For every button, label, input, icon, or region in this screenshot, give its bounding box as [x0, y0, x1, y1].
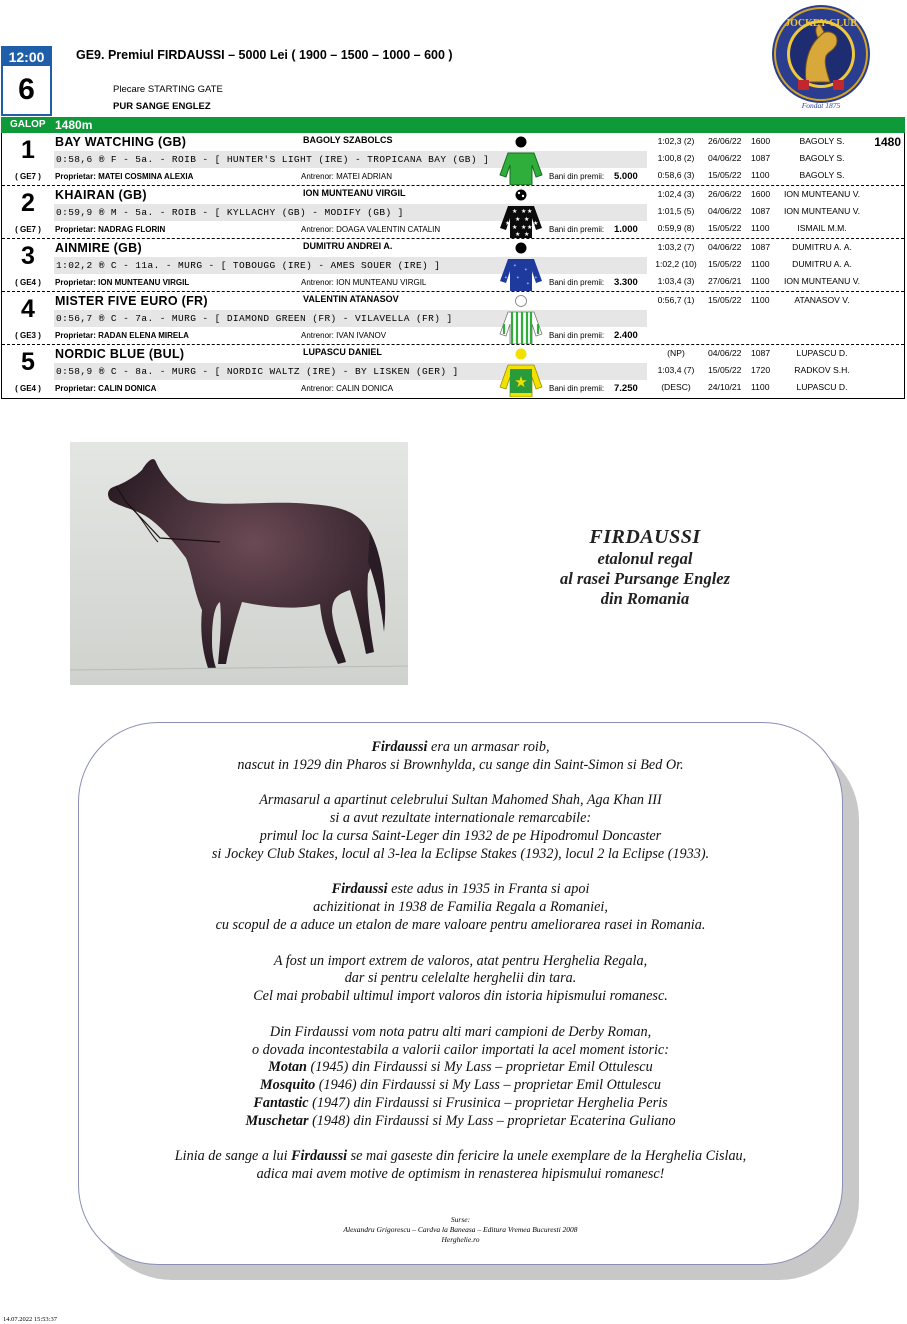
jockey-name: VALENTIN ATANASOV: [303, 294, 399, 304]
svg-text:✦: ✦: [504, 276, 508, 281]
horse-info: 1:02,2 ® C - 11a. - MURG - [ TOBOUGG (IRE) - AMES SOUER (IRE) ]: [54, 257, 647, 274]
horse-name: BAY WATCHING (GB): [55, 135, 187, 149]
performance-row: 0:58,6 (3) 15/05/22 1100 BAGOLY S.: [657, 170, 845, 180]
svg-text:★: ★: [524, 216, 530, 223]
race-time-box: [1, 46, 52, 116]
sources: [78, 1215, 843, 1245]
prize-label: Bani din premii:: [549, 384, 605, 393]
performance-row: 0:56,7 (1) 15/05/22 1100 ATANASOV V.: [657, 295, 850, 305]
runner-category: ( GE4 ): [15, 278, 41, 287]
race-type: GALOP: [10, 119, 46, 130]
prize-value: 5.000: [614, 171, 638, 182]
svg-text:★: ★: [505, 220, 511, 227]
runners-table: [1, 133, 905, 399]
runner-category: ( GE4 ): [15, 384, 41, 393]
jockey-name: DUMITRU ANDREI A.: [303, 241, 393, 251]
prize-label: Bani din premii:: [549, 172, 605, 181]
svg-text:✦: ✦: [526, 282, 530, 287]
performance-row: 1:03,2 (7) 04/06/22 1087 DUMITRU A. A.: [657, 242, 852, 252]
svg-text:★: ★: [524, 231, 530, 238]
race-distance: 1480m: [55, 118, 93, 132]
print-timestamp: 14.07.2022 15:53:37: [3, 1316, 57, 1323]
jockey-silks-black-stars-icon: [496, 188, 546, 238]
runner-number: 4: [21, 295, 35, 323]
owner: Proprietar: MATEI COSMINA ALEXIA: [55, 172, 194, 181]
svg-text:✦: ✦: [516, 276, 520, 281]
jockey-name: ION MUNTEANU VIRGIL: [303, 188, 406, 198]
story-paragraph: Armasarul a apartinut celebrului Sultan Mahomed Shah, Aga Khan III si a avut rezultate internationale remarcabile: primul loc la cursa Saint-Leger din 1932 de pe Hipodromul Doncaster si Jockey Club Stakes, locul al 3-lea la Eclipse Stakes (1932), locul 2 la Eclipse (1933).: [211, 792, 710, 862]
svg-text:★: ★: [521, 208, 527, 215]
breed-label: PUR SANGE ENGLEZ: [113, 101, 211, 112]
prize-value: 1.000: [614, 224, 638, 235]
story-text: [78, 739, 843, 1202]
owner: Proprietar: ION MUNTEANU VIRGIL: [55, 278, 190, 287]
story-paragraph: A fost un import extrem de valoros, atat pentru Herghelia Regala, dar si pentru celelalte herghelii din tara. Cel mai probabil ultimul import valoros din istoria hipismului romanesc.: [253, 952, 668, 1005]
svg-text:★: ★: [514, 373, 528, 391]
trainer: Antrenor: MATEI ADRIAN: [301, 172, 392, 181]
race-number: 6: [18, 73, 35, 106]
distance-right: 1480: [874, 135, 901, 149]
prize-label: Bani din premii:: [549, 331, 605, 340]
trainer: Antrenor: IVAN IVANOV: [301, 331, 387, 340]
story-paragraph: Firdaussi era un armasar roib, nascut in 1929 din Pharos si Brownhylda, cu sange din Saint-Simon si Bed Or.: [237, 739, 684, 773]
jockey-name: LUPASCU DANIEL: [303, 347, 382, 357]
svg-text:★: ★: [515, 216, 521, 223]
trainer: Antrenor: ION MUNTEANU VIRGIL: [301, 278, 427, 287]
horse-info: 0:58,9 ® C - 8a. - MURG - [ NORDIC WALTZ (IRE) - BY LISKEN (GER) ]: [54, 363, 647, 380]
performance-row: 1:03,4 (7) 15/05/22 1720 RADKOV S.H.: [657, 365, 850, 375]
performance-row: 1:02,3 (2) 26/06/22 1600 BAGOLY S.: [657, 136, 845, 146]
prize-label: Bani din premii:: [549, 225, 605, 234]
prize-value: 2.400: [614, 330, 638, 341]
jockey-silks-yellow-green-star-icon: [496, 347, 546, 397]
jockey-silks-green-icon: [496, 135, 546, 185]
horse-name: MISTER FIVE EURO (FR): [55, 294, 208, 308]
runner-number: 2: [21, 189, 35, 217]
start-info: Plecare STARTING GATE: [113, 84, 223, 95]
performance-row: (NP) 04/06/22 1087 LUPASCU D.: [667, 348, 848, 358]
svg-text:✦: ✦: [513, 264, 517, 269]
svg-text:★: ★: [533, 220, 539, 227]
horse-name: NORDIC BLUE (BUL): [55, 347, 185, 361]
performance-row: (DESC) 24/10/21 1100 LUPASCU D.: [661, 382, 848, 392]
owner: Proprietar: CALIN DONICA: [55, 384, 157, 393]
story-paragraph: Linia de sange a lui Firdaussi se mai gaseste din fericire la unele exemplare de la Herghelia Cislau, adica mai avem motive de optimism in renasterea hipismului romanesc!: [174, 1148, 747, 1183]
horse-info: 0:59,9 ® M - 5a. - ROIB - [ KYLLACHY (GB) - MODIFY (GB) ]: [54, 204, 647, 221]
runner-row: [2, 186, 904, 239]
feature-title-line: din Romania: [600, 589, 690, 608]
performance-row: 1:03,4 (3) 27/06/21 1100 ION MUNTEANU V.: [657, 276, 861, 286]
svg-text:✦: ✦: [524, 268, 528, 273]
race-hour: 12:00: [3, 48, 50, 66]
svg-text:✦: ✦: [534, 276, 538, 281]
runner-category: ( GE7 ): [15, 225, 41, 234]
performance-row: 0:59,9 (8) 15/05/22 1100 ISMAIL M.M.: [657, 223, 847, 233]
runner-row: [2, 292, 904, 345]
story-paragraph: Din Firdaussi vom nota patru alti mari campioni de Derby Roman, o dovada incontestabila a valorii cailor importati la acel moment istoric: Motan (1945) din Firdaussi si My Lass – proprietar Emil Ottulescu Mosquito (1946) din Firdaussi si My Lass – proprietar Emil Ottulescu Fantastic (1947) din Firdaussi si Frusinica – proprietar Herghelia Peris Muschetar (1948) din Firdaussi si My Lass – proprietar Ecaterina Guliano: [245, 1023, 676, 1129]
jockey-club-logo: [768, 4, 874, 110]
race-type-bar: [1, 117, 905, 133]
horse-name: AINMIRE (GB): [55, 241, 142, 255]
performance-row: 1:02,4 (3) 26/06/22 1600 ION MUNTEANU V.: [657, 189, 861, 199]
performance-row: 1:00,8 (2) 04/06/22 1087 BAGOLY S.: [657, 153, 845, 163]
trainer: Antrenor: CALIN DONICA: [301, 384, 394, 393]
runner-category: ( GE7 ): [15, 172, 41, 181]
prize-value: 7.250: [614, 383, 638, 394]
horse-name: KHAIRAN (GB): [55, 188, 147, 202]
jockey-silks-green-white-stripes-icon: [496, 294, 546, 344]
svg-text:★: ★: [527, 208, 533, 215]
horse-photo: [70, 442, 408, 685]
jockey-name: BAGOLY SZABOLCS: [303, 135, 393, 145]
runner-row: [2, 239, 904, 292]
logo-founded: Fondat 1875: [801, 101, 841, 110]
runner-number: 5: [21, 348, 35, 376]
svg-text:★: ★: [515, 231, 521, 238]
prize-label: Bani din premii:: [549, 278, 605, 287]
prize-value: 3.300: [614, 277, 638, 288]
trainer: Antrenor: DOAGA VALENTIN CATALIN: [301, 225, 441, 234]
runner-category: ( GE3 ): [15, 331, 41, 340]
feature-title-name: FIRDAUSSI: [589, 526, 701, 548]
race-title: GE9. Premiul FIRDAUSSI – 5000 Lei ( 1900 – 1500 – 1000 – 600 ): [76, 48, 453, 62]
runner-number: 3: [21, 242, 35, 270]
runner-row: [2, 345, 904, 398]
svg-text:★: ★: [527, 224, 533, 231]
source-item: Herghelie.ro: [441, 1235, 480, 1244]
runner-row: [2, 133, 904, 186]
horse-info: 0:56,7 ® C - 7a. - MURG - [ DIAMOND GREEN (FR) - VILAVELLA (FR) ]: [54, 310, 647, 327]
horse-info: 0:58,6 ® F - 5a. - ROIB - [ HUNTER'S LIGHT (IRE) - TROPICANA BAY (GB) ]: [54, 151, 647, 168]
owner: Proprietar: RADAN ELENA MIRELA: [55, 331, 189, 340]
source-item: Alexandru Grigorescu – Cardva la Baneasa – Editura Vremea Bucuresti 2008: [343, 1225, 578, 1234]
runner-number: 1: [21, 136, 35, 164]
owner: Proprietar: NADRAG FLORIN: [55, 225, 166, 234]
svg-text:★: ★: [512, 208, 518, 215]
feature-title-line: etalonul regal: [597, 549, 693, 568]
story-paragraph: Firdaussi este adus in 1935 in Franta si apoi achizitionat in 1938 de Familia Regala a Romaniei, cu scopul de a aduce un etalon de mare valoare pentru ameliorarea rasei in Romania.: [215, 881, 706, 933]
performance-row: 1:02,2 (10) 15/05/22 1100 DUMITRU A. A.: [655, 259, 852, 269]
feature-title: [520, 526, 770, 609]
sources-label: Surse:: [450, 1215, 471, 1224]
logo-text: JOCKEY-CLUB: [785, 18, 857, 29]
svg-text:★: ★: [512, 224, 518, 231]
svg-text:★: ★: [521, 224, 527, 231]
feature-title-line: al rasei Pursange Englez: [559, 569, 731, 588]
jockey-silks-blue-icon: [496, 241, 546, 291]
performance-row: 1:01,5 (5) 04/06/22 1087 ION MUNTEANU V.: [657, 206, 861, 216]
